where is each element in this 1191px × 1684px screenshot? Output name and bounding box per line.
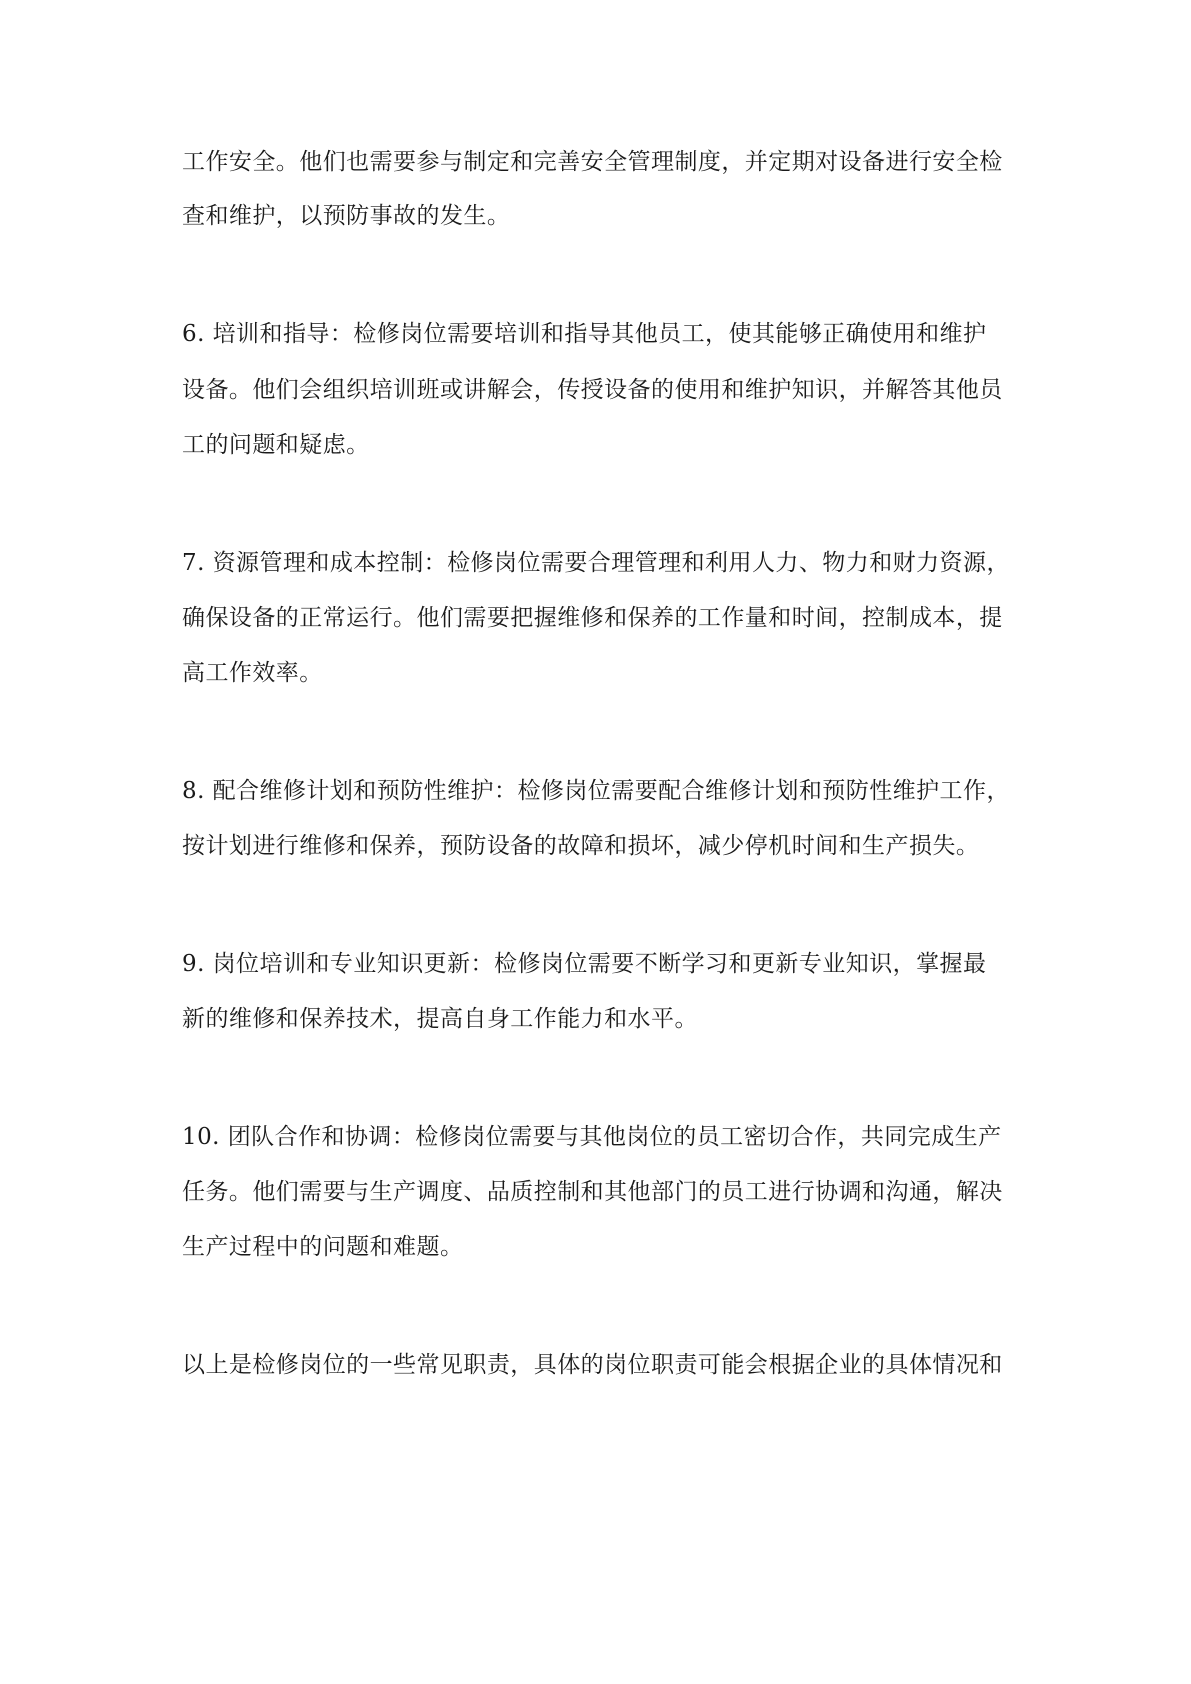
paragraph-9-line-1: 9. 岗位培训和专业知识更新：检修岗位需要不断学习和更新专业知识，掌握最 [182,951,987,977]
paragraph-10-line-3: 生产过程中的问题和难题。 [182,1234,464,1260]
paragraph-7-line-1: 7. 资源管理和成本控制：检修岗位需要合理管理和利用人力、物力和财力资源， [182,550,1010,576]
paragraph-10-line-2: 任务。他们需要与生产调度、品质控制和其他部门的员工进行协调和沟通，解决 [182,1179,1003,1205]
paragraph-7-line-3: 高工作效率。 [182,660,323,686]
paragraph-6-line-2: 设备。他们会组织培训班或讲解会，传授设备的使用和维护知识，并解答其他员 [182,377,1003,403]
paragraph-10-line-1: 10. 团队合作和协调：检修岗位需要与其他岗位的员工密切合作，共同完成生产 [182,1124,1002,1150]
paragraph-8-line-2: 按计划进行维修和保养，预防设备的故障和损坏，减少停机时间和生产损失。 [182,833,980,859]
paragraph-1-line-2: 查和维护，以预防事故的发生。 [182,203,511,229]
paragraph-6-line-1: 6. 培训和指导：检修岗位需要培训和指导其他员工，使其能够正确使用和维护 [182,321,987,347]
paragraph-9-line-2: 新的维修和保养技术，提高自身工作能力和水平。 [182,1006,698,1032]
paragraph-6-line-3: 工的问题和疑虑。 [182,432,370,458]
paragraph-8-line-1: 8. 配合维修计划和预防性维护：检修岗位需要配合维修计划和预防性维护工作， [182,778,1010,804]
closing-paragraph-line-1: 以上是检修岗位的一些常见职责，具体的岗位职责可能会根据企业的具体情况和 [182,1352,1003,1378]
paragraph-7-line-2: 确保设备的正常运行。他们需要把握维修和保养的工作量和时间，控制成本，提 [182,605,1003,631]
paragraph-1-line-1: 工作安全。他们也需要参与制定和完善安全管理制度，并定期对设备进行安全检 [182,149,1003,175]
